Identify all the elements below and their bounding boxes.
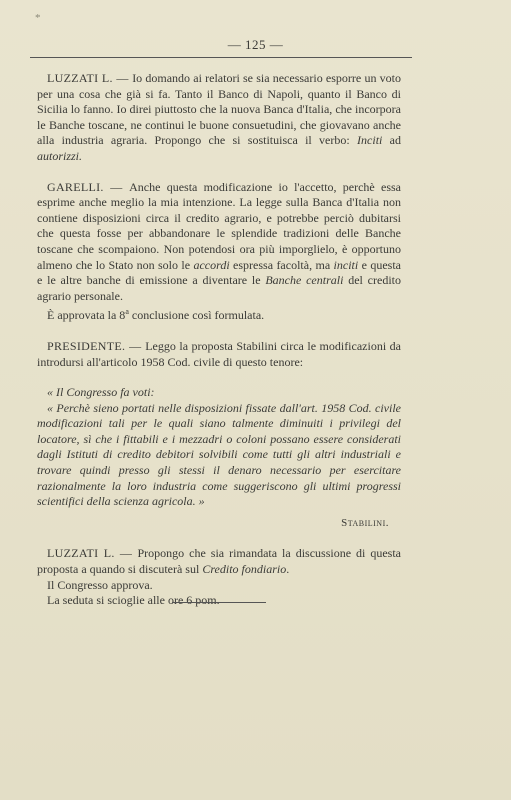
paragraph-approval-2: Il Congresso approva.: [47, 577, 153, 592]
paragraph-garelli: GARELLI. — Anche questa modificazione io l'accetto, perchè essa esprime anche meglio la mia intenzione. La legge sulla Banca d'Italia non contiene disposizioni circa il credito agrario, e potrebbe perciò dubitarsi che questa fosse per abbandonare le splendide tradizioni delle Banche toscane che scompaiono. Non potendosi ora più imporglielo, è opportuno almeno che lo Stato non solo le accordi espressa facoltà, ma inciti e questa e le altre banche di emissione a diventare le Banche centrali del credito agrario personale.: [37, 179, 401, 303]
quote-body: « Perchè sieno portati nelle disposizioni fissate dall'art. 1958 Cod. civile modificazioni tali per le quali siano talmente diminuiti i privilegi del locatore, sì che i fittabili e i mezzadri o coloni possano essere considerati dagli Istituti di credito debitori solvibili come tutti gli altri industriali e trovare quindi presso gli stessi il denaro necessario per esercitare razionalmente la loro industria come suggeriscono gli ultimi progressi scientifici della scienza agricola. »: [37, 400, 401, 509]
speaker-name: LUZZATI L. —: [47, 546, 138, 561]
page-body: [37, 71, 401, 609]
closing-rule: [172, 602, 266, 603]
paragraph-presidente: PRESIDENTE. — Leggo la proposta Stabilini circa le modificazioni da introdursi all'articolo 1958 Cod. civile di questo tenore:: [37, 338, 401, 369]
paragraph-approval-1: È approvata la 8$^a$ conclusione così formulata.: [47, 307, 265, 323]
page-number: — 125 —: [227, 37, 284, 52]
paragraph-luzzati-1: LUZZATI L. — Io domando ai relatori se sia necessario esporre un voto per una cosa che già si fa. Tanto il Banco di Napoli, quanto il Banco di Sicilia lo fanno. Io direi piuttosto che la nuova Banca d'Italia, che incorpora le Banche toscane, ne continui le buone consuetudini, che giovavano anche alla industria agraria. Propongo che si sostituisca il verbo: Inciti ad autorizzi.: [37, 71, 401, 163]
speaker-name: GARELLI. —: [47, 179, 130, 194]
header-rule: [30, 57, 412, 58]
speaker-name: PRESIDENTE. —: [47, 338, 146, 353]
speaker-name: LUZZATI L. —: [47, 71, 133, 85]
paragraph-luzzati-2: LUZZATI L. — Propongo che sia rimandata la discussione di questa proposta a quando si discuterà sul Credito fondiario.: [37, 546, 401, 577]
signature-stabilini: Stabilini.: [341, 516, 389, 529]
print-speck: *: [35, 12, 41, 24]
paragraph-adjourned: La seduta si scioglie alle ore 6 pom.: [47, 593, 220, 608]
quote-opening: « Il Congresso fa voti:: [47, 385, 155, 400]
